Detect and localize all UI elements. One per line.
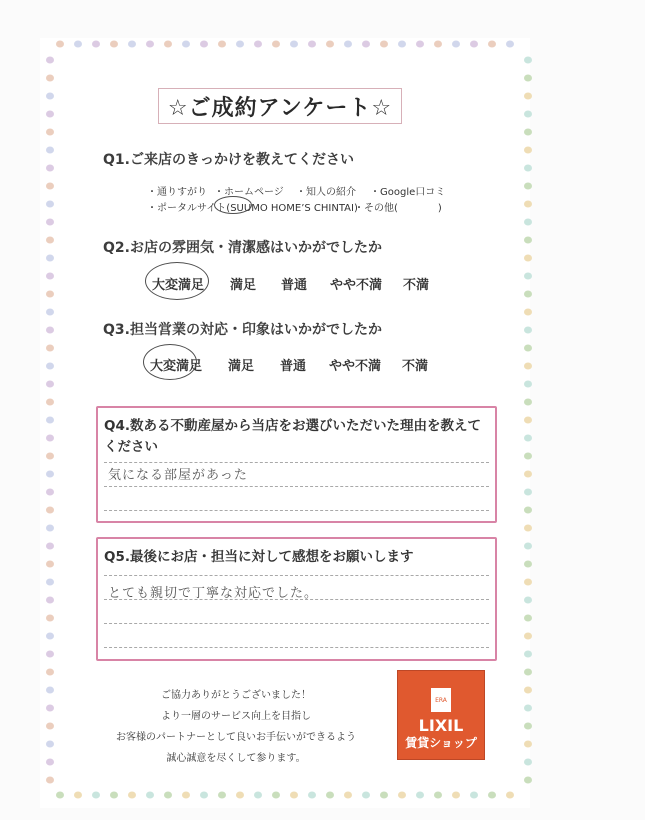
q4-question: [104, 416, 481, 458]
q1-answer-circle: [214, 196, 252, 214]
q2-answer-circle: [145, 262, 209, 300]
q3-answer-circle: [143, 344, 197, 380]
q1-option: ・通りすがり: [147, 187, 207, 198]
survey-title: ☆ご成約アンケート☆: [158, 88, 402, 124]
q1-option: ・ポータルサイト(SUUMO HOME’S CHINTAI): [147, 203, 358, 214]
q4-answer-box: [96, 406, 497, 523]
logo-subtitle: 賃貸ショップ: [405, 736, 477, 750]
footer-line: 誠心誠意を尽くして参ります。: [166, 753, 306, 764]
q4-question-line: ください: [104, 439, 158, 455]
q2-choice: 満足: [230, 278, 257, 293]
q4-handwritten-answer: 気になる部屋があった: [108, 468, 248, 483]
q5-answer-box: [96, 537, 497, 661]
q1-question: Q1.ご来店のきっかけを教えてください: [103, 152, 354, 168]
q3-choice: 満足: [228, 359, 255, 374]
q5-question: Q5.最後にお店・担当に対して感想をお願いします: [104, 549, 414, 565]
q3-choice: 不満: [402, 359, 429, 374]
q2-choice: 普通: [281, 278, 308, 293]
q1-option: ・ホームページ: [214, 187, 284, 198]
q2-choice: 不満: [403, 278, 430, 293]
answer-line: [104, 575, 489, 576]
answer-line: [104, 623, 489, 624]
q5-handwritten-answer: とても親切で丁寧な対応でした。: [108, 586, 319, 601]
lixil-rental-shop-logo: [397, 670, 485, 760]
q3-question: Q3.担当営業の対応・印象はいかがでしたか: [103, 322, 382, 338]
q1-option: ・Google口コミ: [370, 187, 446, 198]
answer-line: [104, 510, 489, 511]
logo-brand: LIXIL: [418, 716, 464, 735]
footer-line: より一層のサービス向上を目指し: [161, 711, 311, 722]
q2-question: Q2.お店の雰囲気・清潔感はいかがでしたか: [103, 240, 382, 256]
q3-choice: 普通: [280, 359, 307, 374]
answer-line: [104, 647, 489, 648]
answer-line: [104, 486, 489, 487]
q4-question-line: Q4.数ある不動産屋から当店をお選びいただいた理由を教えて: [104, 418, 481, 434]
q1-option: ・その他( ): [354, 203, 442, 214]
footer-message: [96, 685, 376, 769]
era-badge-icon: [429, 686, 453, 714]
answer-line: [104, 462, 489, 463]
q3-choice: やや不満: [329, 359, 382, 374]
footer-line: お客様のパートナーとして良いお手伝いができるよう: [116, 732, 356, 743]
q1-option: ・知人の紹介: [296, 187, 356, 198]
footer-line: ご協力ありがとうございました！: [161, 690, 311, 701]
q2-choice: 大変満足: [152, 278, 205, 293]
q3-choice: 大変満足: [150, 359, 203, 374]
q2-choice: やや不満: [330, 278, 383, 293]
era-badge-text: ERA: [435, 696, 447, 704]
